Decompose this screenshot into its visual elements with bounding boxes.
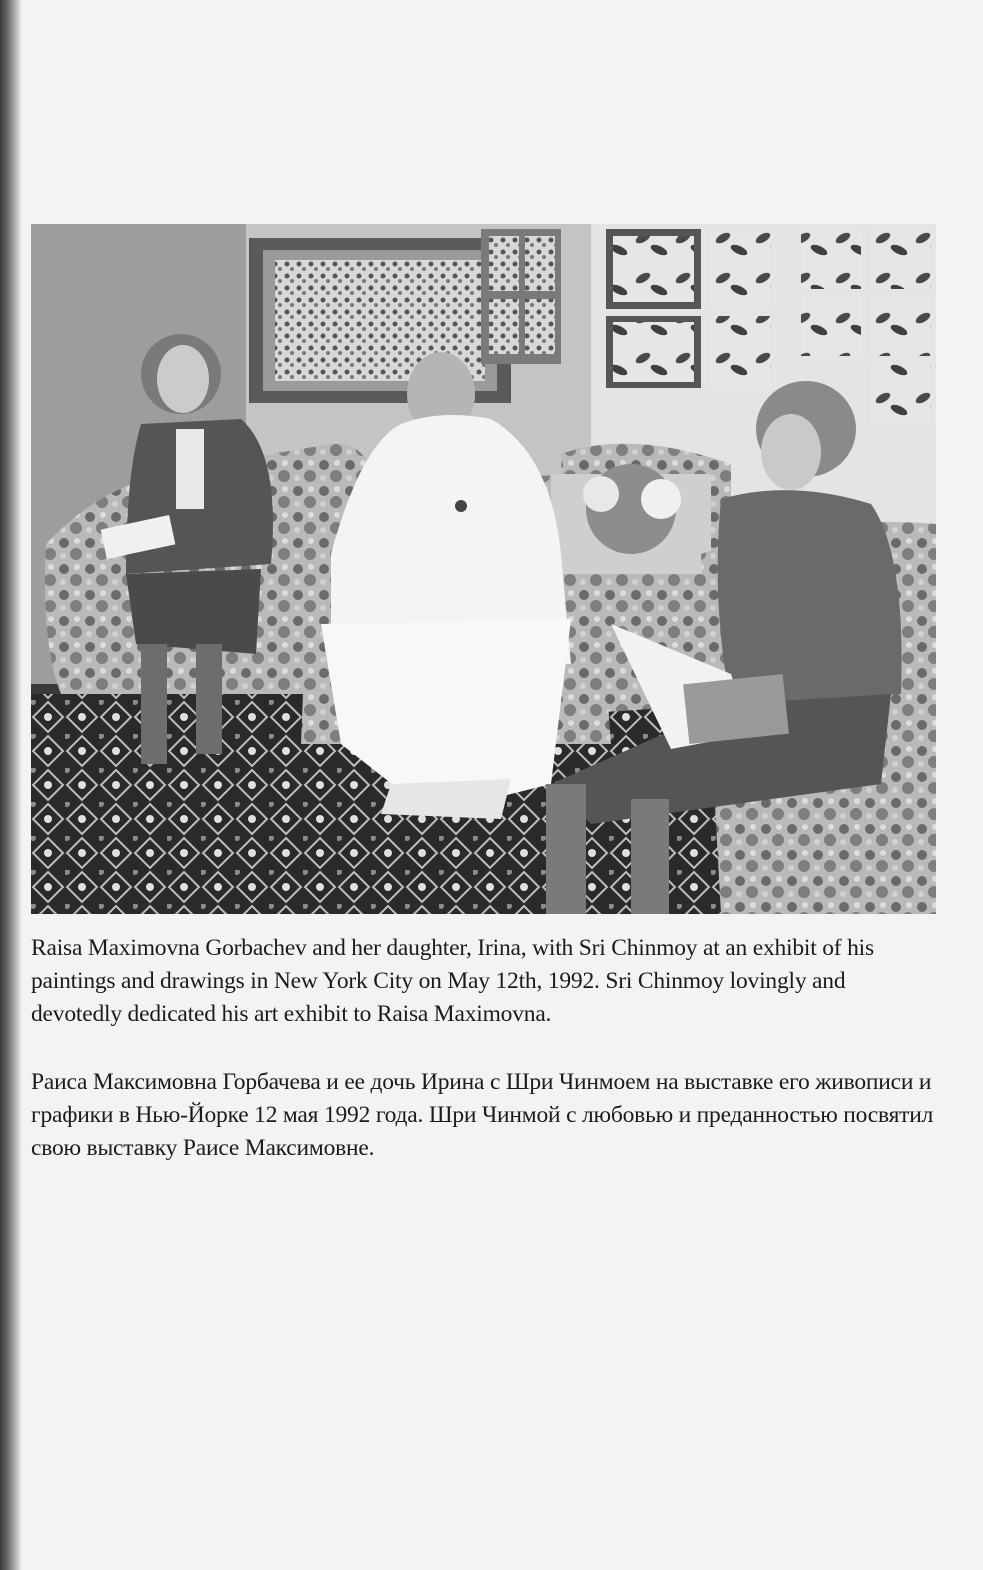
caption-russian: Раиса Максимовна Горбачева и ее дочь Ирина с Шри Чинмоем на выставке его живописи и графики в Нью-Йорке 12 мая 1992 года. Шри Чинмой с любовью и преданностью посвятил свою выставку Раисе Максимовне. [31, 1069, 934, 1161]
caption-english: Raisa Maximovna Gorbachev and her daughter, Irina, with Sri Chinmoy at an exhibit of his paintings and drawings in New York City on May 12th, 1992. Sri Chinmoy lovingly and devotedly dedicated his art exhibit to Raisa Maximovna. [31, 935, 874, 1027]
exhibit-photograph [31, 224, 936, 914]
page-gutter-shadow [0, 0, 22, 1570]
